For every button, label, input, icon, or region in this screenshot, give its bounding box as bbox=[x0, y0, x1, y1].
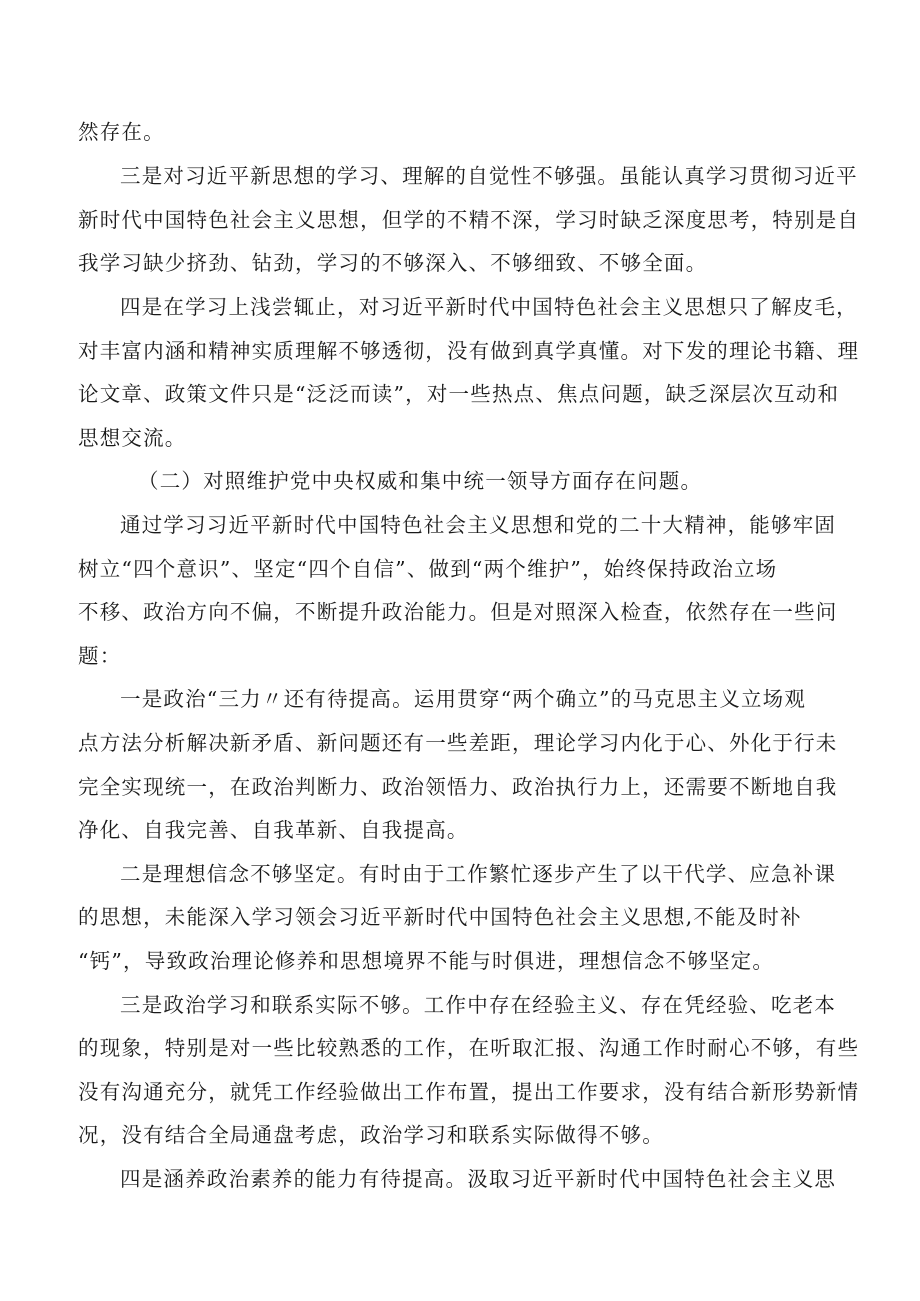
text-line: 点方法分析解决新矛盾、新问题还有一些差距，理论学习内化于心、外化于行未 bbox=[78, 731, 838, 755]
text-line: 树立“四个意识”、坚定“四个自信”、做到“两个维护”，始终保持政治立场 bbox=[78, 557, 778, 581]
text-line: 不移、政治方向不偏，不断提升政治能力。但是对照深入检查，依然存在一些问 bbox=[78, 600, 838, 624]
text-line: 完全实现统一，在政治判断力、政治领悟力、政治执行力上，还需要不断地自我 bbox=[78, 775, 838, 799]
text-line: 四是在学习上浅尝辄止，对习近平新时代中国特色社会主义思想只了解皮毛， bbox=[120, 295, 858, 319]
text-line: 我学习缺少挤劲、钻劲，学习的不够深入、不够细致、不够全面。 bbox=[78, 251, 708, 275]
text-line: 净化、自我完善、自我革新、自我提高。 bbox=[78, 818, 469, 842]
text-line: 没有沟通充分，就凭工作经验做出工作布置，提出工作要求，没有结合新形势新情 bbox=[78, 1080, 860, 1104]
text-line: 论文章、政策文件只是“泛泛而读”，对一些热点、焦点问题，缺乏深层次互动和 bbox=[78, 382, 840, 406]
text-line: 一是政治“三力〃还有待提高。运用贯穿“两个确立”的马克思主义立场观 bbox=[120, 687, 807, 711]
section-heading: （二）对照维护党中央权威和集中统一领导方面存在问题。 bbox=[138, 469, 703, 493]
text-line: 三是政治学习和联系实际不够。工作中存在经验主义、存在凭经验、吃老本 bbox=[120, 993, 837, 1017]
text-line: 的思想，未能深入学习领会习近平新时代中国特色社会主义思想,不能及时补 bbox=[78, 905, 802, 929]
text-line: 四是涵养政治素养的能力有待提高。汲取习近平新时代中国特色社会主义思 bbox=[120, 1167, 837, 1191]
text-line: 对丰富内涵和精神实质理解不够透彻，没有做到真学真懂。对下发的理论书籍、理 bbox=[78, 339, 860, 363]
text-line: 新时代中国特色社会主义思想，但学的不精不深，学习时缺乏深度思考，特别是自 bbox=[78, 208, 860, 232]
text-line: “钙”，导致政治理论修养和思想境界不能与时俱进，理想信念不够坚定。 bbox=[78, 949, 775, 973]
text-line: 然存在。 bbox=[78, 120, 165, 144]
text-line: 题： bbox=[78, 644, 122, 668]
text-line: 三是对习近平新思想的学习、理解的自觉性不够强。虽能认真学习贯彻习近平 bbox=[120, 164, 858, 188]
text-line: 二是理想信念不够坚定。有时由于工作繁忙逐步产生了以干代学、应急补课 bbox=[120, 862, 837, 886]
text-line: 思想交流。 bbox=[78, 426, 187, 450]
text-line: 通过学习习近平新时代中国特色社会主义思想和党的二十大精神，能够牢固 bbox=[120, 513, 837, 537]
text-line: 况，没有结合全局通盘考虑，政治学习和联系实际做得不够。 bbox=[78, 1123, 664, 1147]
text-line: 的现象，特别是对一些比较熟悉的工作，在听取汇报、沟通工作时耐心不够，有些 bbox=[78, 1036, 860, 1060]
